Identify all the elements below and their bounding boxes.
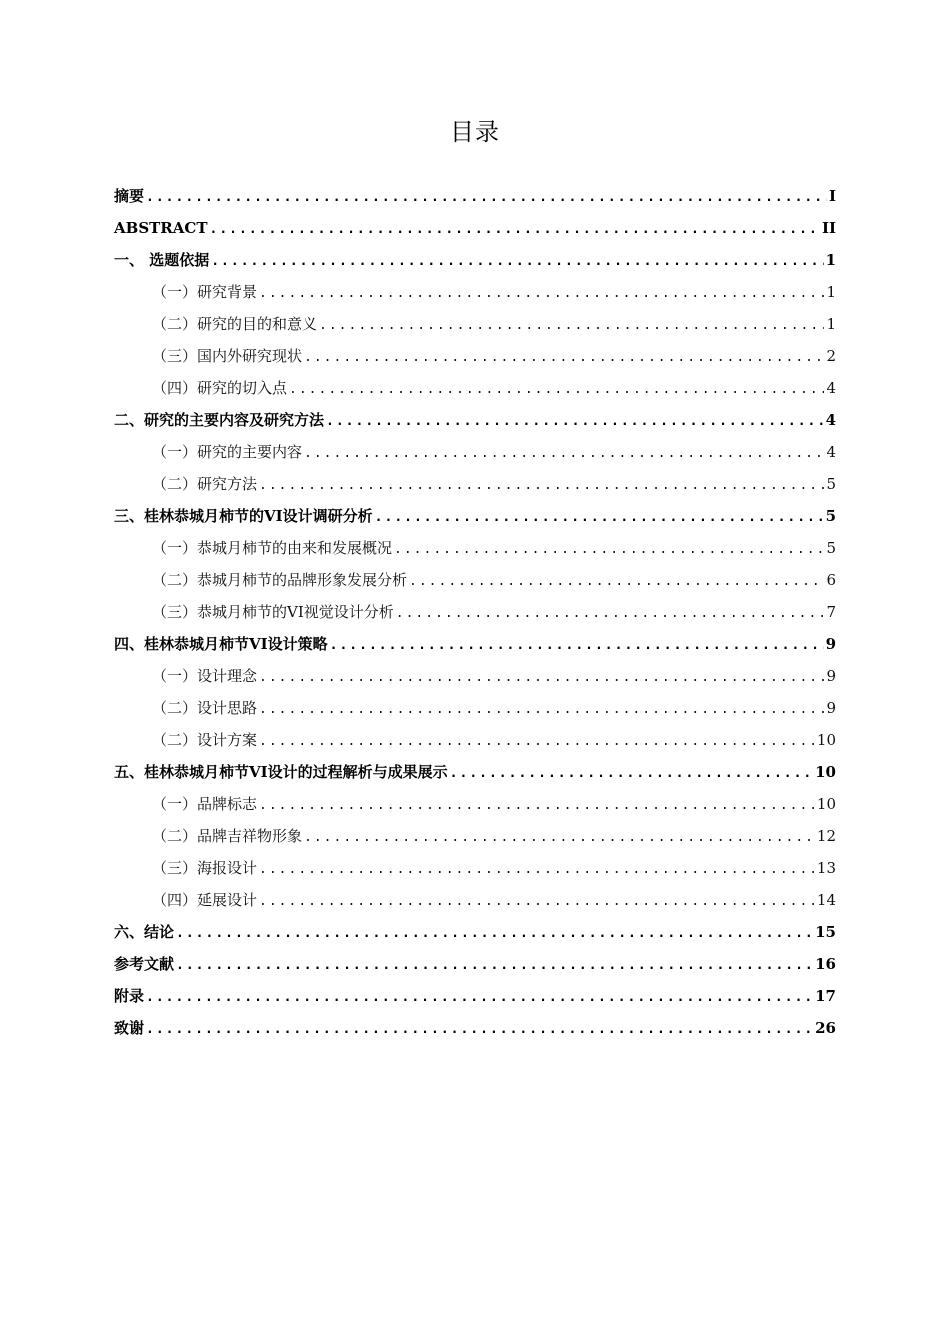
dot-leader — [211, 246, 823, 278]
toc-entry-label: （二）恭城月柿节的品牌形象发展分析 — [152, 571, 408, 589]
toc-entry-label: （四）延展设计 — [152, 891, 258, 909]
toc-entry-section[interactable] — [114, 788, 836, 820]
dot-leader — [304, 438, 824, 470]
dot-leader — [146, 182, 827, 214]
toc-entry-label: （三）恭城月柿节的VI视觉设计分析 — [152, 603, 394, 621]
toc-entry-label: （一）研究的主要内容 — [152, 443, 303, 461]
toc-entry-page-number: 6 — [826, 571, 836, 589]
toc-entry-label: （一）研究背景 — [152, 283, 258, 301]
dot-leader — [146, 1014, 813, 1046]
toc-entry-page-number: 9 — [825, 635, 836, 653]
page-title: 目录 — [450, 118, 500, 146]
toc-entry-label: 一、 选题依据 — [114, 251, 210, 269]
toc-entry-label: （一）恭城月柿节的由来和发展概况 — [152, 539, 393, 557]
toc-entry-page-number: 5 — [826, 539, 836, 557]
toc-entry-label: （一）品牌标志 — [152, 795, 258, 813]
toc-entry-section[interactable] — [114, 340, 836, 372]
toc-entry-label: （三）海报设计 — [152, 859, 258, 877]
toc-entry-page-number: 2 — [826, 347, 836, 365]
toc-entry-section[interactable] — [114, 564, 836, 596]
toc-entry-section[interactable] — [114, 372, 836, 404]
toc-entry-section[interactable] — [114, 436, 836, 468]
dot-leader — [450, 758, 813, 790]
toc-entry-page-number: 10 — [816, 795, 836, 813]
toc-entry-page-number: 14 — [816, 891, 836, 909]
toc-entry-page-number: 9 — [826, 699, 836, 717]
dot-leader — [259, 886, 815, 918]
dot-leader — [210, 214, 820, 246]
toc-entry-page-number: 9 — [826, 667, 836, 685]
toc-entry-label: 参考文献 — [114, 955, 175, 973]
toc-entry-page-number: 12 — [816, 827, 836, 845]
toc-entry-section[interactable] — [114, 468, 836, 500]
toc-entry-chapter[interactable] — [114, 180, 836, 212]
toc-entry-section[interactable] — [114, 820, 836, 852]
toc-entry-page-number: 10 — [816, 731, 836, 749]
toc-entry-page-number: 17 — [815, 987, 836, 1005]
dot-leader — [259, 278, 824, 310]
toc-entry-label: 附录 — [114, 987, 145, 1005]
toc-entry-chapter[interactable] — [114, 628, 836, 660]
toc-entry-label: 四、桂林恭城月柿节VI设计策略 — [114, 635, 328, 653]
toc-entry-page-number: 7 — [826, 603, 836, 621]
toc-entry-label: （一）设计理念 — [152, 667, 258, 685]
dot-leader — [259, 662, 824, 694]
dot-leader — [289, 374, 824, 406]
dot-leader — [176, 950, 813, 982]
toc-entry-label: （三）国内外研究现状 — [152, 347, 303, 365]
toc-entry-page-number: 4 — [826, 443, 836, 461]
toc-entry-label: 五、桂林恭城月柿节VI设计的过程解析与成果展示 — [114, 763, 448, 781]
toc-entry-page-number: 16 — [815, 955, 836, 973]
dot-leader — [396, 598, 825, 630]
toc-entry-label: 致谢 — [114, 1019, 145, 1037]
toc-entry-chapter[interactable] — [114, 404, 836, 436]
dot-leader — [304, 342, 824, 374]
toc-entry-page-number: I — [828, 187, 836, 205]
dot-leader — [259, 470, 824, 502]
dot-leader — [259, 854, 815, 886]
toc-entry-section[interactable] — [114, 724, 836, 756]
dot-leader — [319, 310, 824, 342]
toc-entry-chapter[interactable] — [114, 948, 836, 980]
toc-entry-section[interactable] — [114, 660, 836, 692]
toc-entry-section[interactable] — [114, 884, 836, 916]
toc-entry-label: （二）研究的目的和意义 — [152, 315, 318, 333]
toc-entry-label: 三、桂林恭城月柿节的VI设计调研分析 — [114, 507, 373, 525]
toc-entry-section[interactable] — [114, 692, 836, 724]
dot-leader — [375, 502, 824, 534]
toc-entry-page-number: 26 — [815, 1019, 836, 1037]
toc-entry-section[interactable] — [114, 532, 836, 564]
toc-entry-section[interactable] — [114, 596, 836, 628]
dot-leader — [259, 694, 824, 726]
toc-entry-chapter[interactable] — [114, 756, 836, 788]
toc-entry-page-number: 1 — [826, 283, 836, 301]
toc-entry-page-number: 15 — [815, 923, 836, 941]
toc-entry-label: （四）研究的切入点 — [152, 379, 288, 397]
toc-entry-page-number: 5 — [825, 507, 836, 525]
dot-leader — [146, 982, 813, 1014]
dot-leader — [326, 406, 824, 438]
toc-entry-page-number: 13 — [816, 859, 836, 877]
toc-entry-chapter[interactable] — [114, 1012, 836, 1044]
toc-entry-page-number: 1 — [825, 251, 836, 269]
toc-entry-page-number: 10 — [815, 763, 836, 781]
toc-entry-label: ABSTRACT — [114, 219, 208, 237]
table-of-contents — [114, 180, 836, 1044]
toc-entry-label: 六、结论 — [114, 923, 175, 941]
toc-entry-section[interactable] — [114, 276, 836, 308]
toc-entry-label: 摘要 — [114, 187, 145, 205]
dot-leader — [259, 726, 815, 758]
dot-leader — [304, 822, 815, 854]
toc-entry-label: （二）设计思路 — [152, 699, 258, 717]
toc-entry-page-number: 1 — [826, 315, 836, 333]
toc-entry-page-number: II — [821, 219, 836, 237]
dot-leader — [409, 566, 824, 598]
toc-entry-label: 二、研究的主要内容及研究方法 — [114, 411, 325, 429]
toc-entry-label: （二）设计方案 — [152, 731, 258, 749]
toc-entry-chapter[interactable] — [114, 244, 836, 276]
toc-entry-chapter[interactable] — [114, 212, 836, 244]
dot-leader — [259, 790, 815, 822]
dot-leader — [176, 918, 813, 950]
dot-leader — [330, 630, 824, 662]
toc-entry-chapter[interactable] — [114, 980, 836, 1012]
toc-entry-label: （二）研究方法 — [152, 475, 258, 493]
dot-leader — [394, 534, 824, 566]
toc-entry-chapter[interactable] — [114, 500, 836, 532]
toc-entry-page-number: 5 — [826, 475, 836, 493]
toc-entry-chapter[interactable] — [114, 916, 836, 948]
toc-entry-page-number: 4 — [826, 379, 836, 397]
toc-entry-page-number: 4 — [825, 411, 836, 429]
toc-entry-section[interactable] — [114, 852, 836, 884]
toc-entry-label: （二）品牌吉祥物形象 — [152, 827, 303, 845]
toc-entry-section[interactable] — [114, 308, 836, 340]
